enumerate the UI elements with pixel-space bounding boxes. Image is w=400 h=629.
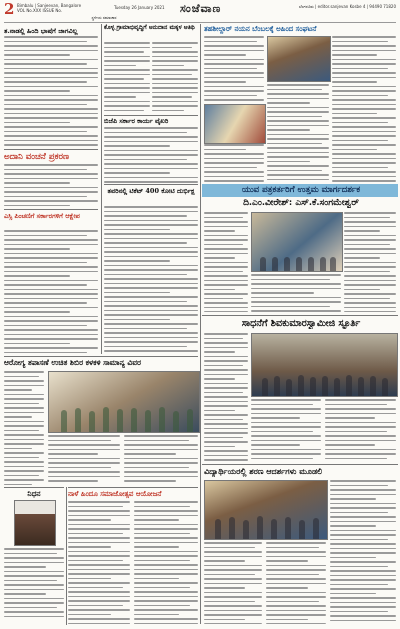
news-photo-mid-right [251, 333, 398, 397]
headline-left-2: ಅದಾನಿ ವಂಚನೆ ಪ್ರಕರಣ [4, 152, 70, 162]
headline-mid-2: ಬಿಜೆಪಿ ಸರ್ಕಾರ ಕಾರ್ಯ ವೈಖರಿ [104, 117, 169, 125]
article-bottom-left-b [48, 435, 120, 485]
article-mid-3 [104, 206, 198, 354]
masthead-logo [180, 2, 221, 16]
volume-line: VOL No.XXX ISSUE No. [17, 8, 63, 13]
issue-date: Tuesday 26 January 2021 [114, 5, 165, 10]
masthead [4, 2, 396, 23]
article-band-b [344, 212, 396, 312]
article-mid-1a [104, 42, 150, 114]
headline-band-2: ದಿ.ಎಂ.ವೀರೇಶ್: ಎಸ್.ಕೆ.ಸಂಗಮೇಶ್ವರ್ [243, 198, 359, 208]
headline-left-3: ಎಸ್ಸಿ ಪಿಂಚಣಿಗೆ ಸರ್ಕಾರಗಳಿಗೆ ಆಕ್ಷೇಪ [4, 212, 80, 220]
article-bottom-center-a [68, 501, 130, 625]
article-mid-right-c [325, 399, 396, 461]
article-left-3 [4, 230, 98, 354]
news-photo-group [204, 104, 266, 144]
article-bottom-right-b [204, 542, 262, 624]
brand-name: ಸಂಜೆವಾಣ [180, 2, 222, 15]
headline-band-1: ಯುವ ಪತ್ರಕರ್ತರಿಗೆ ಉತ್ತಮ ಮಾರ್ಗದರ್ಶಕ [241, 185, 361, 195]
page-number: 2 [4, 0, 15, 18]
article-band-c [251, 274, 341, 312]
headline-mid-3: ತವರಿನಲ್ಲಿ ಟಿಕೆಟ್ 400 ಕೋಟಿ ದುರ್ಭಿಕ್ಷ [107, 187, 195, 195]
article-bottom-right-a [330, 480, 396, 624]
news-photo-bottom-left [48, 371, 200, 433]
obituary-title: ನಿಧನ [27, 489, 41, 498]
headline-bottom-left: ಆರೋಗ್ಯ ತಪಾಸಣೆ ಉಚಿತ ಶಿಬಿರ ಕಳಕಳಿ ಸಾಮಾನ್ಯ ವಿವರ [4, 358, 142, 367]
article-mid-2 [104, 127, 198, 183]
news-photo-bottom-right [204, 480, 328, 540]
publisher-line: Bimbalu | Sanjeevan, Bangalore [17, 3, 82, 8]
obituary-photo [14, 500, 56, 546]
headline-top-right: ತಹಶೀಲ್ದಾರ್ ನಯನ ಬೆಂಬಲಕ್ಕೆ ಅಹಿಂದ ಸಂಘಟನೆ [204, 24, 317, 33]
publisher-info [17, 3, 81, 13]
article-bottom-right-c [266, 542, 326, 624]
article-top-right-b [267, 84, 329, 182]
section-name: ಸ್ಥಳೀಯ ಸಮಾಚಾರ [91, 15, 117, 20]
news-photo-top-right [267, 36, 331, 82]
news-photo-band [251, 212, 343, 272]
article-bottom-left-c [124, 435, 198, 485]
headline-bottom-right: ವಿದ್ಯಾರ್ಥಿಯರಲ್ಲಿ ಶರಣ ಆದರ್ಶಗಳು ಮೂಡಲಿ [204, 466, 323, 476]
article-band-a [204, 212, 248, 312]
headline-bottom-center: ನಾಳೆ ಹಿಂದೂ ಸಮಾಜೋತ್ಸವ ಆಯೋಜನೆ [68, 489, 162, 498]
contact-info: ಬೆಂಗಳೂರು | editor.sanjevan Kosbe 4 | 94490 71820 [298, 4, 396, 9]
headline-mid-right: ಸಾಧನೆಗೆ ಶಿವಕುಮಾರಸ್ವಾಮೀಜಿ ಸ್ಫೂರ್ತಿ [241, 318, 361, 329]
article-bottom-left-a [4, 371, 44, 485]
article-mid-1b [152, 42, 198, 114]
article-left-2 [4, 164, 98, 208]
article-left-1 [4, 36, 98, 148]
article-top-right-c [332, 36, 396, 182]
article-mid-right-a [204, 333, 248, 461]
obituary-text [4, 548, 64, 624]
article-mid-right-b [251, 399, 321, 461]
article-bottom-center-b [134, 501, 198, 625]
headline-left-1: ತ.ನಾಡಲ್ಲಿ ಹಿಂದಿ ಭಾಷೆಗೆ ಜಾಗವಿಲ್ಲ [4, 27, 78, 35]
headline-mid-1: ಕೊಳ್ಳ ಗ್ರಾಮಾಭಿವೃದ್ಧಿಗೆ ಅನುದಾನ ಮಕ್ಕಳ ಆತಿಥಿ [104, 24, 195, 31]
